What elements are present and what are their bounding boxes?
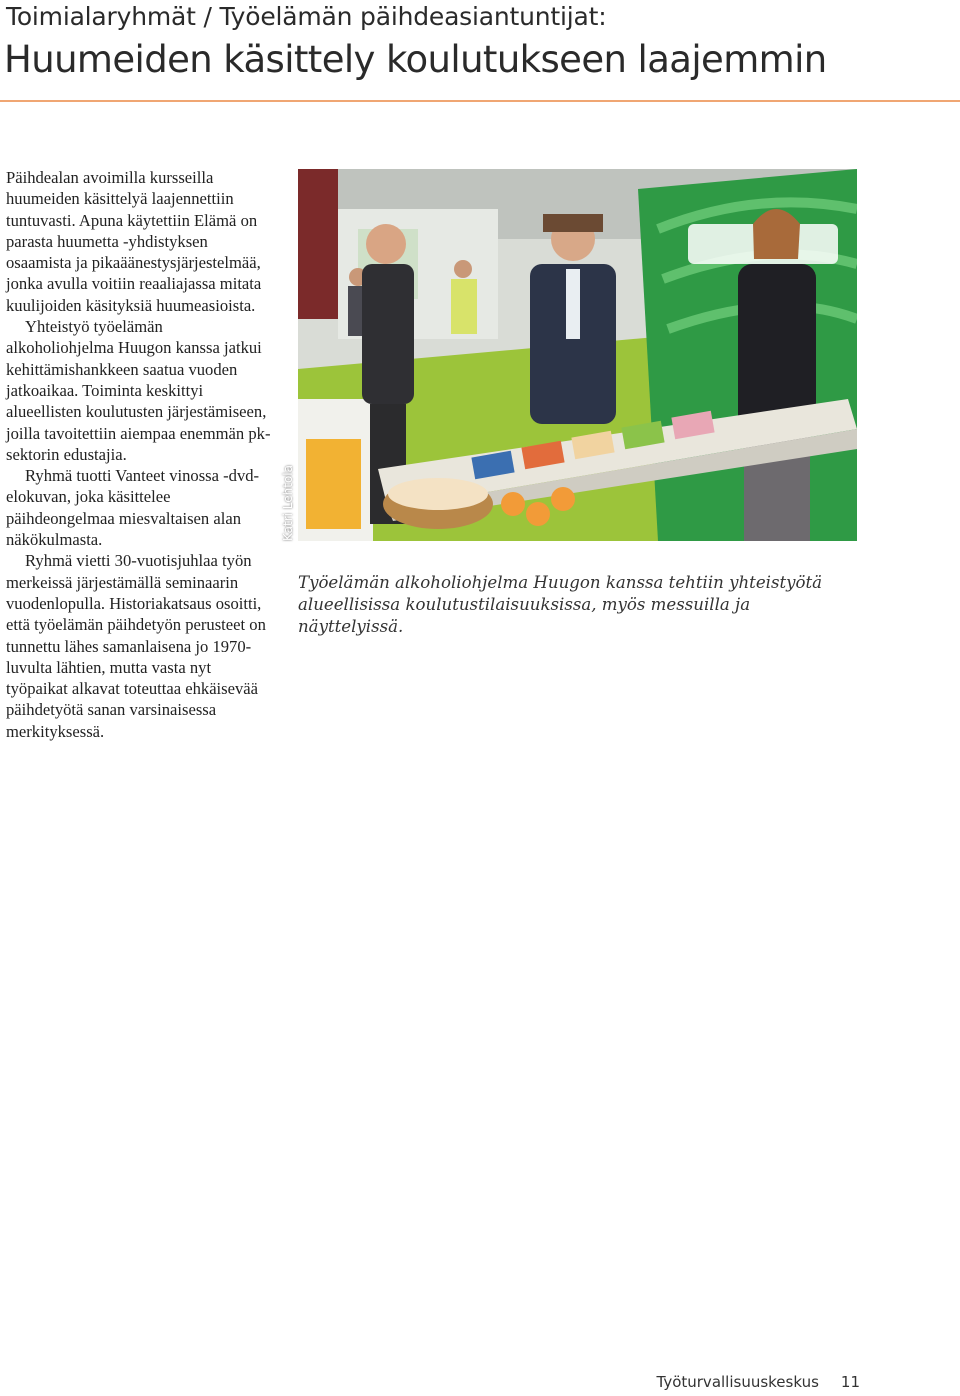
photo-caption: Työelämän alkoholiohjelma Huugon kanssa tehtiin yhteistyötä alueellisissa koulutustilaisuuksissa, myös messuilla ja näyttelyissä. bbox=[298, 573, 823, 636]
page-footer bbox=[657, 1373, 861, 1391]
page-number: 11 bbox=[840, 1373, 860, 1391]
header-rule bbox=[0, 100, 960, 102]
exhibition-photo bbox=[298, 169, 857, 541]
body-paragraph: Ryhmä vietti 30-vuotisjuhlaa työn merkeissä järjestämällä seminaarin vuodenlopulla. Historiakatsaus osoitti, että työelämän päihdetyön perusteet on tunnettu lähes samanlaisena jo 1970-luvulta lähtien, mutta vasta nyt työpaikat alkavat toteuttaa ehkäisevää päihdetyötä sanan varsinaisessa merkityksessä. bbox=[6, 551, 266, 741]
body-paragraph: Ryhmä tuotti Vanteet vinossa -dvd-elokuvan, joka käsittelee päihdeongelmaa miesvaltaisen alan näkökulmasta. bbox=[6, 466, 260, 550]
page-title: Huumeiden käsittely koulutukseen laajemmin bbox=[4, 38, 827, 81]
body-paragraph: Päihdealan avoimilla kursseilla huumeiden käsittelyä laajennettiin tuntuvasti. Apuna käytettiin Elämä on parasta huumetta -yhdistyksen osaamista ja pikaäänestysjärjestelmää, jonka avulla voitiin reaaliajassa mitata kuulijoiden käsityksiä huumeasioista. bbox=[6, 168, 262, 315]
photo-credit: Katri Lehtola bbox=[281, 465, 295, 541]
body-text-column bbox=[6, 167, 274, 742]
body-paragraph: Yhteistyö työelämän alkoholiohjelma Huugon kanssa jatkui kehittämishankkeen saatua vuoden jatkoaikaa. Toiminta keskittyi alueellisten koulutusten järjestämiseen, joilla tavoitettiin aiempaa enemmän pk-sektorin edustajia. bbox=[6, 317, 271, 464]
footer-publisher: Työturvallisuuskeskus bbox=[656, 1373, 819, 1391]
section-kicker: Toimialaryhmät / Työelämän päihdeasiantuntijat: bbox=[6, 2, 607, 31]
